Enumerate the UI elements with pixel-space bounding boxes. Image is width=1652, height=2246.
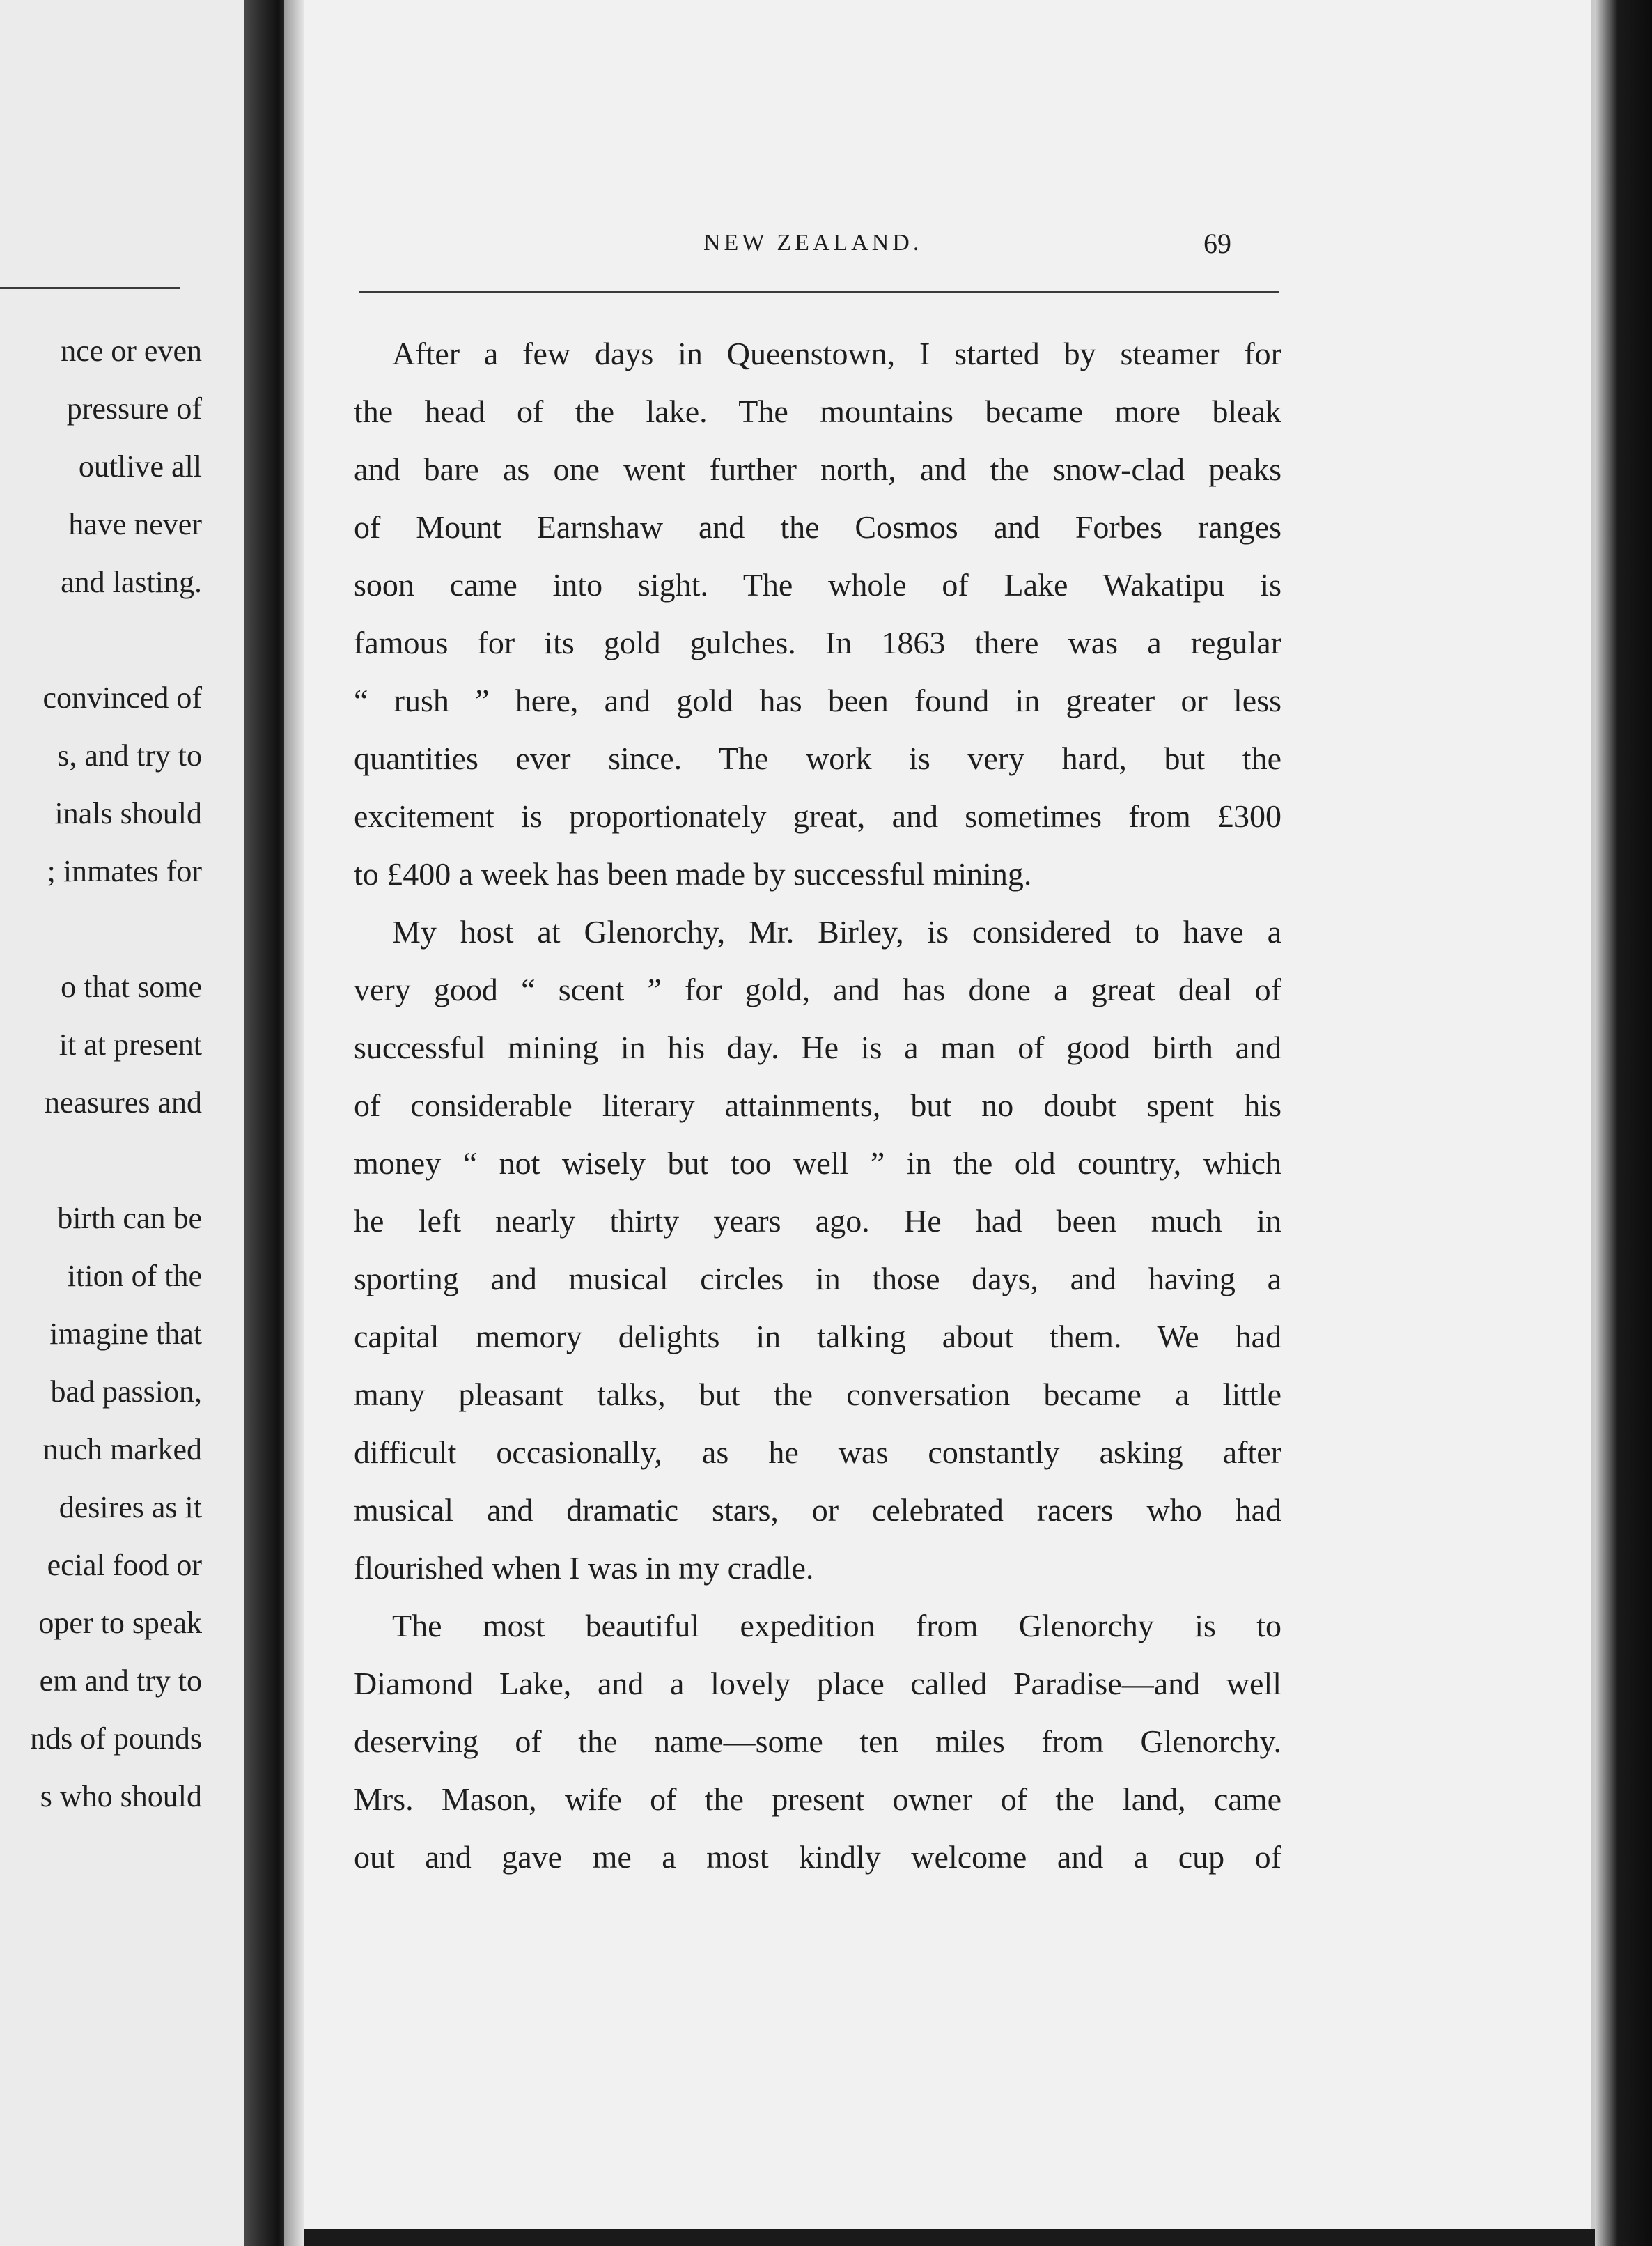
text-line: very good “ scent ” for gold, and has done a great deal of <box>354 972 1281 1007</box>
text-line: he left nearly thirty years ago. He had been much in <box>354 1203 1281 1239</box>
text-line: “ rush ” here, and gold has been found in greater or less <box>354 683 1281 718</box>
page-number: 69 <box>1203 228 1231 259</box>
text-line: many pleasant talks, but the conversation became a little <box>354 1377 1281 1412</box>
left-line: have never <box>68 507 202 541</box>
text-line: deserving of the name—some ten miles from Glenorchy. <box>354 1724 1281 1759</box>
left-line: desires as it <box>59 1490 202 1524</box>
left-line: em and try to <box>39 1664 202 1698</box>
text-line: out and gave me a most kindly welcome and a cup of <box>354 1839 1281 1875</box>
left-line: birth can be <box>57 1201 202 1235</box>
text-line: the head of the lake. The mountains became more bleak <box>354 394 1281 429</box>
text-line: money “ not wisely but too well ” in the old country, which <box>354 1145 1281 1181</box>
left-line: oper to speak <box>38 1606 202 1640</box>
text-line: and bare as one went further north, and the snow-clad peaks <box>354 451 1281 487</box>
text-line: difficult occasionally, as he was constantly asking after <box>354 1434 1281 1470</box>
text-line: soon came into sight. The whole of Lake Wakatipu is <box>354 567 1281 603</box>
gutter-shadow <box>284 0 304 2246</box>
left-line: inals should <box>54 796 202 830</box>
text-line: musical and dramatic stars, or celebrated racers who had <box>354 1492 1281 1528</box>
text-line: famous for its gold gulches. In 1863 there was a regular <box>354 625 1281 660</box>
running-head: NEW ZEALAND. <box>703 230 923 256</box>
text-line: Mrs. Mason, wife of the present owner of the land, came <box>354 1781 1281 1817</box>
page-edge-shadow <box>1595 0 1652 2246</box>
left-line: and lasting. <box>61 565 202 599</box>
text-line: My host at Glenorchy, Mr. Birley, is considered to have a <box>392 914 1281 950</box>
left-line: outlive all <box>78 449 202 483</box>
text-line: to £400 a week has been made by successful mining. <box>354 856 1032 892</box>
left-line: it at present <box>59 1028 202 1062</box>
left-line: nce or even <box>61 334 202 368</box>
text-line: flourished when I was in my cradle. <box>354 1550 814 1586</box>
left-line: s, and try to <box>57 738 202 773</box>
body-text <box>354 325 1281 1886</box>
text-line: quantities ever since. The work is very hard, but the <box>354 741 1281 776</box>
left-line: s who should <box>40 1779 202 1813</box>
left-line: neasures and <box>44 1085 202 1120</box>
left-page-header-rule <box>0 287 180 289</box>
left-line: ecial food or <box>47 1548 202 1582</box>
text-line: capital memory delights in talking about them. We had <box>354 1319 1281 1354</box>
text-line: excitement is proportionately great, and sometimes from £300 <box>354 798 1281 834</box>
text-line: sporting and musical circles in those days, and having a <box>354 1261 1281 1296</box>
text-line: successful mining in his day. He is a man of good birth and <box>354 1030 1281 1065</box>
left-line: o that some <box>61 970 202 1004</box>
text-line: After a few days in Queenstown, I started by steamer for <box>392 336 1281 371</box>
left-line: pressure of <box>66 392 202 426</box>
text-line: of Mount Earnshaw and the Cosmos and Forbes ranges <box>354 509 1281 545</box>
header-rule <box>359 291 1279 293</box>
text-line: of considerable literary attainments, but no doubt spent his <box>354 1087 1281 1123</box>
left-line: nuch marked <box>42 1432 202 1466</box>
left-line: ; inmates for <box>47 854 202 888</box>
left-page-fragment <box>0 0 244 2246</box>
text-line: Diamond Lake, and a lovely place called Paradise—and well <box>354 1666 1281 1701</box>
left-line: ition of the <box>67 1259 202 1293</box>
text-line: The most beautiful expedition from Glenorchy is to <box>392 1608 1281 1643</box>
left-line: imagine that <box>49 1317 202 1351</box>
left-line: nds of pounds <box>30 1721 202 1756</box>
left-line: convinced of <box>42 681 202 715</box>
left-line: bad passion, <box>50 1374 202 1409</box>
